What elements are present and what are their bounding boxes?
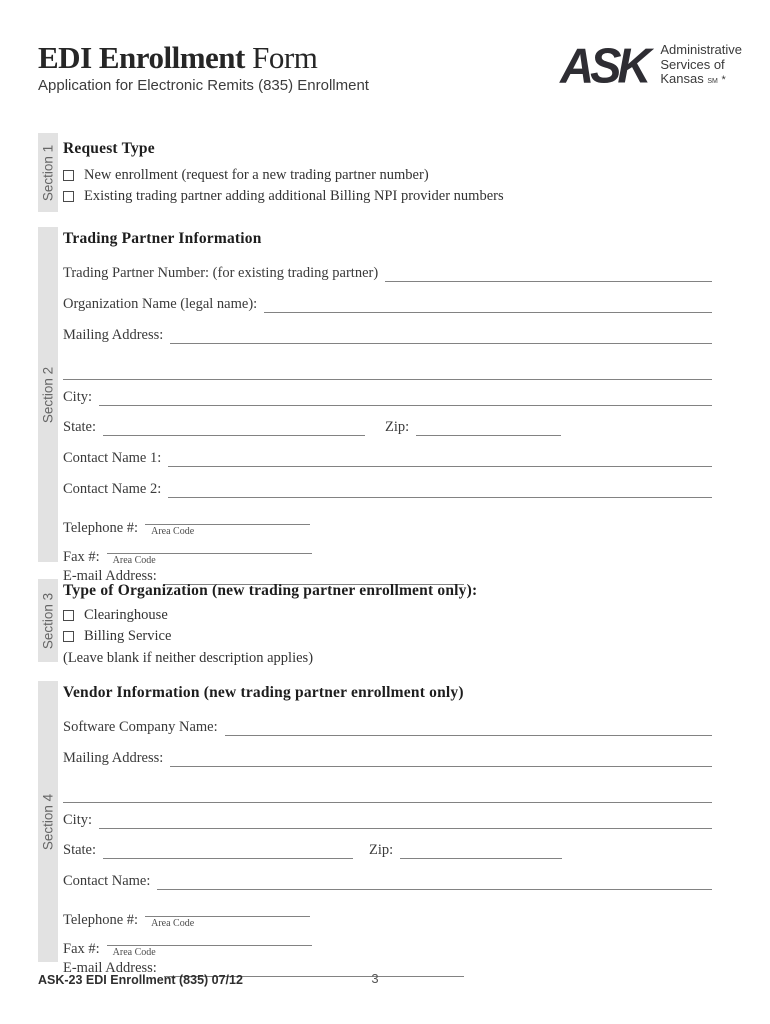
existing-partner-label: Existing trading partner adding additional Billing NPI provider numbers: [84, 188, 504, 204]
title-block: [38, 42, 369, 94]
section-3-label: Section 3: [40, 592, 56, 649]
logo-line-1: Administrative: [660, 42, 742, 57]
vendor-state-input[interactable]: [103, 844, 353, 859]
email-label: E-mail Address:: [63, 568, 157, 584]
section-3-heading: Type of Organization (new trading partner enrollment only):: [63, 582, 478, 599]
vendor-state-label: State:: [63, 842, 97, 858]
field-row: [63, 788, 712, 803]
state-input[interactable]: [103, 421, 365, 436]
organization-name-input[interactable]: [264, 298, 712, 313]
field-row: [63, 450, 712, 467]
service-mark: SM: [707, 78, 718, 85]
state-label: State:: [63, 419, 97, 435]
mailing-address-input[interactable]: [170, 329, 712, 344]
section-2-strip: [38, 227, 58, 562]
field-row: [63, 902, 712, 929]
contact-name-2-input[interactable]: [168, 483, 712, 498]
fax-area-code-label: Area Code: [112, 555, 156, 566]
vendor-contact-name-label: Contact Name:: [63, 873, 151, 889]
fax-input[interactable]: [107, 539, 312, 554]
vendor-zip-label: Zip:: [369, 842, 394, 858]
field-row: [63, 750, 712, 767]
ask-logo-text: [660, 43, 742, 90]
section-3-strip: [38, 579, 58, 662]
logo-line-3: Kansas SM *: [660, 71, 726, 86]
section-2: [38, 227, 712, 584]
new-enrollment-checkbox[interactable]: [63, 170, 74, 181]
new-enrollment-label: New enrollment (request for a new trading partner number): [84, 167, 429, 183]
mailing-address-label: Mailing Address:: [63, 327, 164, 343]
telephone-area-code-label: Area Code: [151, 526, 195, 537]
section-1-heading: Request Type: [63, 140, 155, 157]
vendor-mailing-address-label: Mailing Address:: [63, 750, 164, 766]
checkbox-row-clearinghouse[interactable]: [63, 607, 712, 624]
section-3: [38, 579, 712, 666]
field-row: [63, 327, 712, 344]
field-row: [63, 510, 712, 537]
section-1: [38, 133, 712, 212]
section-4: [38, 681, 712, 976]
clearinghouse-label: Clearinghouse: [84, 607, 168, 623]
field-row: [63, 265, 712, 282]
trading-partner-number-label: Trading Partner Number: (for existing trading partner): [63, 265, 379, 281]
ask-logo: [560, 38, 742, 94]
vendor-mailing-address-input[interactable]: [170, 752, 712, 767]
field-row: [63, 539, 712, 566]
field-row: [63, 419, 712, 436]
page-footer: [38, 971, 712, 989]
vendor-city-input[interactable]: [99, 814, 712, 829]
vendor-mailing-address-line2-input[interactable]: [63, 788, 712, 803]
vendor-email-label: E-mail Address:: [63, 960, 157, 976]
contact-name-1-label: Contact Name 1:: [63, 450, 162, 466]
field-row: [63, 365, 712, 380]
section-1-strip: [38, 133, 58, 212]
logo-line-2: Services of: [660, 56, 725, 72]
section-4-label: Section 4: [40, 793, 56, 850]
form-subtitle: Application for Electronic Remits (835) Enrollment: [38, 77, 369, 94]
vendor-fax-area-code-label: Area Code: [112, 947, 156, 958]
form-id: ASK-23 EDI Enrollment (835) 07/12: [38, 973, 243, 987]
telephone-label: Telephone #:: [63, 520, 139, 536]
section-1-label: Section 1: [40, 144, 56, 201]
billing-service-checkbox[interactable]: [63, 631, 74, 642]
telephone-input[interactable]: [145, 510, 310, 525]
trading-partner-number-input[interactable]: [385, 267, 712, 282]
field-row: [63, 481, 712, 498]
vendor-contact-name-input[interactable]: [157, 875, 712, 890]
section-3-body: [58, 579, 712, 666]
contact-name-2-label: Contact Name 2:: [63, 481, 162, 497]
checkbox-row-new-enrollment[interactable]: [63, 167, 712, 184]
vendor-telephone-area-code-label: Area Code: [151, 918, 195, 929]
existing-partner-checkbox[interactable]: [63, 191, 74, 202]
section-4-body: [58, 681, 712, 976]
organization-name-label: Organization Name (legal name):: [63, 296, 258, 312]
vendor-telephone-label: Telephone #:: [63, 912, 139, 928]
vendor-fax-input[interactable]: [107, 931, 312, 946]
vendor-city-label: City:: [63, 812, 93, 828]
page-title: [38, 42, 369, 74]
clearinghouse-checkbox[interactable]: [63, 610, 74, 621]
vendor-fax-label: Fax #:: [63, 941, 100, 957]
software-company-input[interactable]: [225, 721, 712, 736]
section-3-note: (Leave blank if neither description applies): [63, 650, 314, 666]
field-row: [63, 931, 712, 958]
ask-logo-mark: ASK: [560, 38, 648, 94]
checkbox-row-existing-partner[interactable]: [63, 188, 712, 205]
city-label: City:: [63, 389, 93, 405]
fax-label: Fax #:: [63, 549, 100, 565]
field-row: [63, 812, 712, 829]
title-main: EDI Enrollment: [38, 40, 245, 75]
zip-input[interactable]: [416, 421, 561, 436]
logo-asterisk: *: [721, 74, 726, 86]
section-2-body: [58, 227, 712, 584]
field-row: [63, 296, 712, 313]
city-input[interactable]: [99, 391, 712, 406]
section-2-heading: Trading Partner Information: [63, 230, 262, 247]
title-suffix: Form: [244, 40, 318, 75]
field-row: [63, 873, 712, 890]
mailing-address-line2-input[interactable]: [63, 365, 712, 380]
page-number: 3: [371, 971, 379, 986]
form-header: [38, 38, 742, 94]
software-company-label: Software Company Name:: [63, 719, 218, 735]
checkbox-row-billing-service[interactable]: [63, 628, 712, 645]
section-1-body: [58, 133, 712, 212]
vendor-telephone-input[interactable]: [145, 902, 310, 917]
section-4-strip: [38, 681, 58, 962]
section-4-heading: Vendor Information (new trading partner enrollment only): [63, 684, 464, 701]
contact-name-1-input[interactable]: [168, 452, 712, 467]
vendor-zip-input[interactable]: [400, 844, 562, 859]
field-row: [63, 389, 712, 406]
zip-label: Zip:: [385, 419, 410, 435]
billing-service-label: Billing Service: [84, 628, 172, 644]
field-row: [63, 719, 712, 736]
section-2-label: Section 2: [40, 366, 56, 423]
field-row: [63, 842, 712, 859]
